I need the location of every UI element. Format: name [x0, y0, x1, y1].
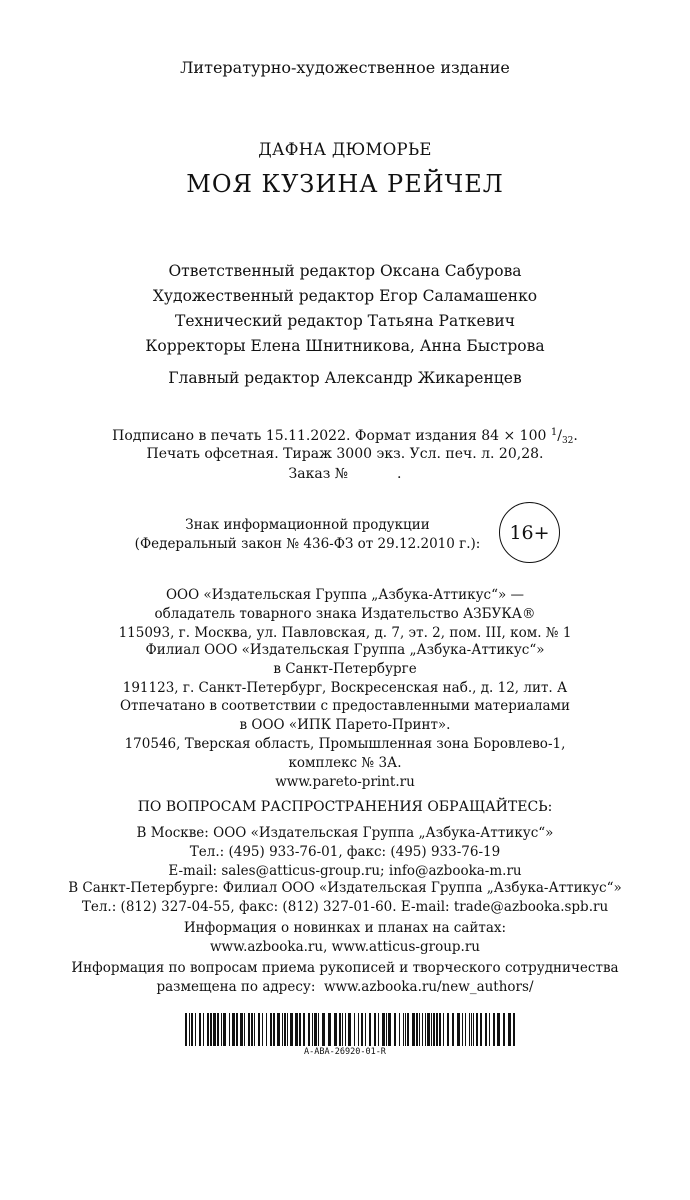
- sign-line-1: Знак информационной продукции: [185, 517, 430, 533]
- barcode-bar: [416, 1013, 418, 1046]
- printer-line: в ООО «ИПК Парето-Принт».: [239, 717, 451, 733]
- moscow-phones: Тел.: (495) 933-76-01, факс: (495) 933-76-19: [189, 844, 501, 860]
- info-sites-urls: www.azbooka.ru, www.atticus-group.ru: [210, 939, 480, 955]
- branch-line: Филиал ООО «Издательская Группа „Азбука-Аттикус“»: [145, 642, 545, 658]
- barcode-bar: [388, 1013, 391, 1046]
- manuscripts-info: [0, 959, 690, 997]
- barcode-bar: [207, 1013, 209, 1046]
- barcode-bar: [232, 1013, 235, 1046]
- print-date-format: Подписано в печать 15.11.2022. Формат издания 84 × 100: [112, 428, 551, 444]
- barcode-bar: [508, 1013, 511, 1046]
- barcode-bar: [427, 1013, 430, 1046]
- moscow-email: E-mail: sales@atticus-group.ru; info@azbooka-m.ru: [168, 863, 522, 879]
- barcode-bar: [273, 1013, 275, 1046]
- printer-line: комплекс № 3А.: [288, 755, 402, 771]
- barcode-bar: [185, 1013, 187, 1046]
- barcode-bar: [471, 1013, 472, 1046]
- barcode-bar: [365, 1013, 366, 1046]
- barcode-bar: [469, 1013, 470, 1046]
- barcode-bar: [354, 1013, 355, 1046]
- manuscripts-url: размещена по адресу: www.azbooka.ru/new_authors/: [156, 979, 534, 995]
- barcode-bar: [314, 1013, 317, 1046]
- staff-tech-editor: Технический редактор Татьяна Раткевич: [175, 312, 515, 330]
- barcode-bar: [277, 1013, 280, 1046]
- barcode-bar: [270, 1013, 272, 1046]
- barcode-bar: [229, 1013, 230, 1046]
- barcode-bar: [439, 1013, 441, 1046]
- barcode-bar: [497, 1013, 500, 1046]
- barcode: [185, 1013, 515, 1046]
- barcode-bar: [303, 1013, 305, 1046]
- barcode-bar: [431, 1013, 432, 1046]
- barcode-bar: [251, 1013, 253, 1046]
- barcode-bar: [403, 1013, 404, 1046]
- barcode-bar: [386, 1013, 387, 1046]
- barcode-bar: [287, 1013, 288, 1046]
- distribution-heading: ПО ВОПРОСАМ РАСПРОСТРАНЕНИЯ ОБРАЩАЙТЕСЬ:: [137, 799, 553, 815]
- barcode-bar: [361, 1013, 363, 1046]
- publisher-block: [0, 586, 690, 643]
- branch-line: в Санкт-Петербурге: [273, 661, 417, 677]
- barcode-bar: [199, 1013, 201, 1046]
- barcode-bar: [457, 1013, 460, 1046]
- info-product-sign: [130, 516, 485, 554]
- barcode-bar: [312, 1013, 313, 1046]
- barcode-bar: [189, 1013, 190, 1046]
- barcode-bar: [358, 1013, 359, 1046]
- staff-editor: Ответственный редактор Оксана Сабурова: [168, 262, 522, 280]
- printer-line: 170546, Тверская область, Промышленная зона Боровлево-1,: [124, 736, 566, 752]
- barcode-bar: [480, 1013, 482, 1046]
- age-rating: 16+: [509, 521, 550, 544]
- barcode-bar: [254, 1013, 255, 1046]
- barcode-bar: [503, 1013, 505, 1046]
- printer-block: [0, 697, 690, 792]
- barcode-bar: [447, 1013, 449, 1046]
- barcode-bar: [405, 1013, 406, 1046]
- barcode-bar: [465, 1013, 466, 1046]
- barcode-bar: [322, 1013, 325, 1046]
- barcode-bar: [513, 1013, 515, 1046]
- moscow-line: В Москве: ООО «Издательская Группа „Азбука-Аттикус“»: [136, 825, 554, 841]
- barcode-bar: [244, 1013, 245, 1046]
- spb-phones: Тел.: (812) 327-04-55, факс: (812) 327-01-60. E-mail: trade@azbooka.spb.ru: [81, 899, 609, 915]
- age-rating-badge: [499, 502, 560, 563]
- barcode-bar: [443, 1013, 444, 1046]
- barcode-bar: [295, 1013, 298, 1046]
- barcode-bar: [210, 1013, 212, 1046]
- barcode-bar: [240, 1013, 243, 1046]
- book-author: ДАФНА ДЮМОРЬЕ: [258, 140, 432, 159]
- barcode-bar: [374, 1013, 376, 1046]
- barcode-bar: [433, 1013, 435, 1046]
- barcode-bar: [462, 1013, 463, 1046]
- barcode-bar: [339, 1013, 341, 1046]
- format-numerator: 1: [550, 427, 558, 438]
- printer-line: Отпечатано в соответствии с предоставленными материалами: [119, 698, 571, 714]
- order-number: Заказ № .: [288, 466, 402, 482]
- barcode-bar: [248, 1013, 250, 1046]
- barcode-bar: [318, 1013, 319, 1046]
- barcode-bar: [489, 1013, 490, 1046]
- barcode-bar: [399, 1013, 400, 1046]
- barcode-bar: [394, 1013, 396, 1046]
- staff-art-editor: Художественный редактор Егор Саламашенко: [152, 287, 538, 305]
- barcode-bar: [485, 1013, 487, 1046]
- barcode-bar: [493, 1013, 495, 1046]
- barcode-bar: [217, 1013, 219, 1046]
- info-sites: [0, 919, 690, 957]
- barcode-bar: [223, 1013, 226, 1046]
- barcode-bar: [476, 1013, 478, 1046]
- barcode-bar: [203, 1013, 204, 1046]
- barcode-bar: [419, 1013, 420, 1046]
- barcode-bar: [213, 1013, 216, 1046]
- publisher-line: обладатель товарного знака Издательство АЗБУКА®: [154, 606, 536, 622]
- barcode-bar: [282, 1013, 283, 1046]
- format-slash: /: [557, 428, 562, 444]
- barcode-bar: [258, 1013, 260, 1046]
- barcode-bar: [473, 1013, 474, 1046]
- publisher-line: ООО «Издательская Группа „Азбука-Аттикус“» —: [165, 587, 525, 603]
- barcode-bar: [299, 1013, 301, 1046]
- barcode-bar: [191, 1013, 193, 1046]
- barcode-bar: [342, 1013, 343, 1046]
- print-info-line-1: [0, 427, 690, 446]
- spb-contacts: [0, 879, 690, 917]
- barcode-bar: [412, 1013, 415, 1046]
- barcode-bar: [328, 1013, 331, 1046]
- format-period: .: [573, 428, 578, 444]
- barcode-bar: [425, 1013, 426, 1046]
- manuscripts-line: Информация по вопросам приема рукописей и творческого сотрудничества: [71, 960, 619, 976]
- barcode-bar: [334, 1013, 337, 1046]
- barcode-bar: [221, 1013, 222, 1046]
- branch-block: [0, 641, 690, 698]
- barcode-bar: [452, 1013, 454, 1046]
- barcode-bar: [348, 1013, 351, 1046]
- barcode-bar: [382, 1013, 385, 1046]
- format-denominator: 32: [561, 436, 574, 446]
- barcode-bar: [290, 1013, 293, 1046]
- book-title: МОЯ КУЗИНА РЕЙЧЕЛ: [186, 170, 504, 198]
- barcode-bar: [378, 1013, 379, 1046]
- info-sites-label: Информация о новинках и планах на сайтах:: [183, 920, 507, 936]
- moscow-contacts: [0, 824, 690, 881]
- barcode-bar: [236, 1013, 238, 1046]
- barcode-bar: [345, 1013, 346, 1046]
- barcode-bar: [436, 1013, 438, 1046]
- publisher-address: 115093, г. Москва, ул. Павловская, д. 7, эт. 2, пом. III, ком. № 1: [118, 625, 572, 641]
- printer-website: www.pareto-print.ru: [275, 774, 415, 790]
- barcode-bar: [195, 1013, 196, 1046]
- genre-label: Литературно-художественное издание: [180, 58, 510, 77]
- barcode-bar: [369, 1013, 371, 1046]
- staff-proofreaders: Корректоры Елена Шнитникова, Анна Быстрова: [145, 337, 545, 355]
- branch-address: 191123, г. Санкт-Петербург, Воскресенская наб., д. 12, лит. А: [122, 680, 568, 696]
- barcode-bar: [266, 1013, 267, 1046]
- chief-editor: Главный редактор Александр Жикаренцев: [168, 369, 522, 387]
- barcode-bar: [407, 1013, 409, 1046]
- barcode-bar: [422, 1013, 423, 1046]
- barcode-text: A-ABA-26920-01-R: [304, 1047, 386, 1057]
- print-info-line-2: Печать офсетная. Тираж 3000 экз. Усл. печ. л. 20,28.: [146, 446, 544, 462]
- sign-line-2: (Федеральный закон № 436-ФЗ от 29.12.2010 г.):: [134, 536, 481, 552]
- barcode-bar: [308, 1013, 310, 1046]
- barcode-bar: [284, 1013, 286, 1046]
- barcode-bar: [262, 1013, 263, 1046]
- spb-line: В Санкт-Петербурге: Филиал ООО «Издательская Группа „Азбука-Аттикус“»: [68, 880, 622, 896]
